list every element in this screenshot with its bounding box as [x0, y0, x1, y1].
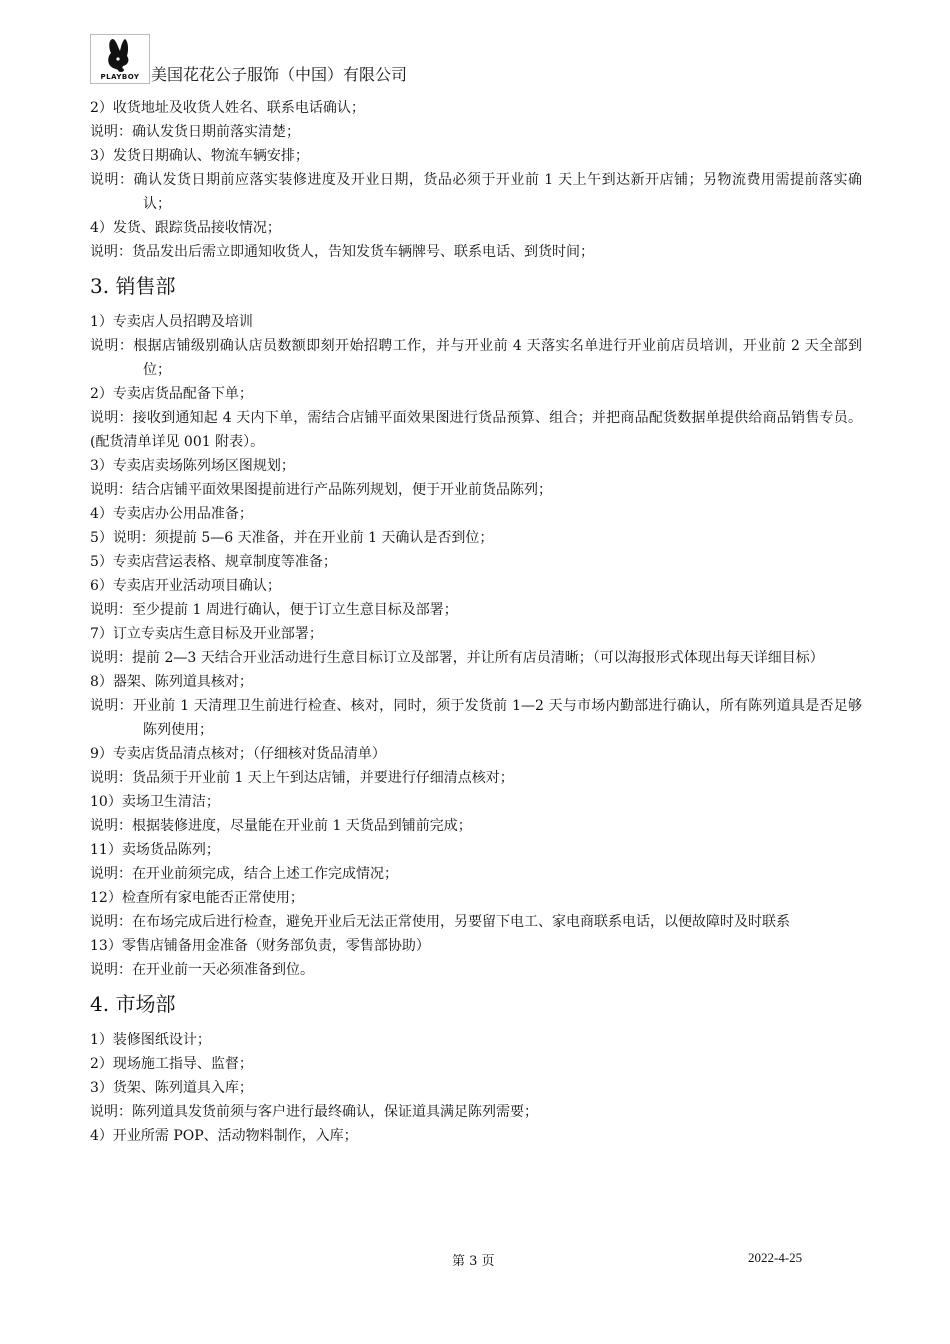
list-item: 4）开业所需 POP、活动物料制作，入库；	[90, 1128, 358, 1144]
note-paragraph: 说明：根据店铺级别确认店员数额即刻开始招聘工作，并与开业前 4 天落实名单进行开业前店员培训，开业前 2 天全部到位；	[90, 338, 862, 378]
list-item: 10）卖场卫生清洁；	[90, 794, 220, 810]
list-item: 11）卖场货品陈列；	[90, 842, 220, 858]
note-paragraph: 说明：货品发出后需立即通知收货人，告知发货车辆牌号、联系电话、到货时间；	[90, 244, 594, 260]
list-item: 5）说明：须提前 5—6 天准备，并在开业前 1 天确认是否到位；	[90, 530, 494, 546]
list-item: 7）订立专卖店生意目标及开业部署；	[90, 626, 323, 642]
list-item: 6）专卖店开业活动项目确认；	[90, 578, 281, 594]
note-paragraph: 说明：根据装修进度，尽量能在开业前 1 天货品到铺前完成；	[90, 818, 472, 834]
list-item: 3）发货日期确认、物流车辆安排；	[90, 148, 309, 164]
note-paragraph: 说明：陈列道具发货前须与客户进行最终确认，保证道具满足陈列需要；	[90, 1104, 538, 1120]
list-item: 2）收货地址及收货人姓名、联系电话确认；	[90, 100, 365, 116]
note-paragraph: 说明：在开业前须完成，结合上述工作完成情况；	[90, 866, 398, 882]
list-item: 9）专卖店货品清点核对；（仔细核对货品清单）	[90, 746, 386, 762]
note-paragraph: 说明：开业前 1 天清理卫生前进行检查、核对，同时，须于发货前 1—2 天与市场内勤部进行确认，所有陈列道具是否足够陈列使用；	[90, 698, 862, 738]
note-paragraph: 说明：确认发货日期前落实清楚；	[90, 124, 300, 140]
list-item: 2）现场施工指导、监督；	[90, 1056, 253, 1072]
document-body	[90, 96, 862, 1148]
list-item: 1）专卖店人员招聘及培训	[90, 314, 253, 330]
note-paragraph: 说明：结合店铺平面效果图提前进行产品陈列规划，便于开业前货品陈列；	[90, 482, 552, 498]
list-item: 4）专卖店办公用品准备；	[90, 506, 253, 522]
list-item: 12）检查所有家电能否正常使用；	[90, 890, 304, 906]
document-date: 2022-4-25	[748, 1250, 803, 1265]
logo-wordmark: PLAYBOY	[100, 73, 140, 81]
list-item: 1）装修图纸设计；	[90, 1032, 211, 1048]
page-number: 第 3 页	[452, 1254, 495, 1269]
list-item: 3）专卖店卖场陈列场区图规划；	[90, 458, 295, 474]
list-item: 8）器架、陈列道具核对；	[90, 674, 253, 690]
list-item: 2）专卖店货品配备下单；	[90, 386, 253, 402]
note-paragraph: 说明：确认发货日期前应落实装修进度及开业日期，货品必须于开业前 1 天上午到达新开店铺；另物流费用需提前落实确认；	[90, 172, 862, 212]
playboy-logo	[90, 34, 150, 84]
section-heading: 3. 销售部	[90, 274, 176, 298]
company-name: 美国花花公子服饰（中国）有限公司	[151, 65, 408, 84]
note-paragraph: 说明：提前 2—3 天结合开业活动进行生意目标订立及部署，并让所有店员清晰；（可以海报形式体现出每天详细目标）	[90, 650, 824, 666]
note-paragraph: 说明：至少提前 1 周进行确认，便于订立生意目标及部署；	[90, 602, 458, 618]
list-item: 13）零售店铺备用金准备（财务部负责，零售部协助）	[90, 938, 430, 954]
note-paragraph: 说明：在布场完成后进行检查，避免开业后无法正常使用，另要留下电工、家电商联系电话，以便故障时及时联系	[90, 914, 790, 930]
list-item: 4）发货、跟踪货品接收情况；	[90, 220, 281, 236]
note-paragraph: 说明：货品须于开业前 1 天上午到达店铺，并要进行仔细清点核对；	[90, 770, 514, 786]
note-paragraph: 说明：接收到通知起 4 天内下单，需结合店铺平面效果图进行货品预算、组合；并把商品配货数据单提供给商品销售专员。(配货清单详见 001 附表）。	[90, 410, 862, 450]
note-paragraph: 说明：在开业前一天必须准备到位。	[90, 962, 314, 978]
list-item: 5）专卖店营运表格、规章制度等准备；	[90, 554, 337, 570]
section-heading: 4. 市场部	[90, 992, 176, 1016]
list-item: 3）货架、陈列道具入库；	[90, 1080, 253, 1096]
